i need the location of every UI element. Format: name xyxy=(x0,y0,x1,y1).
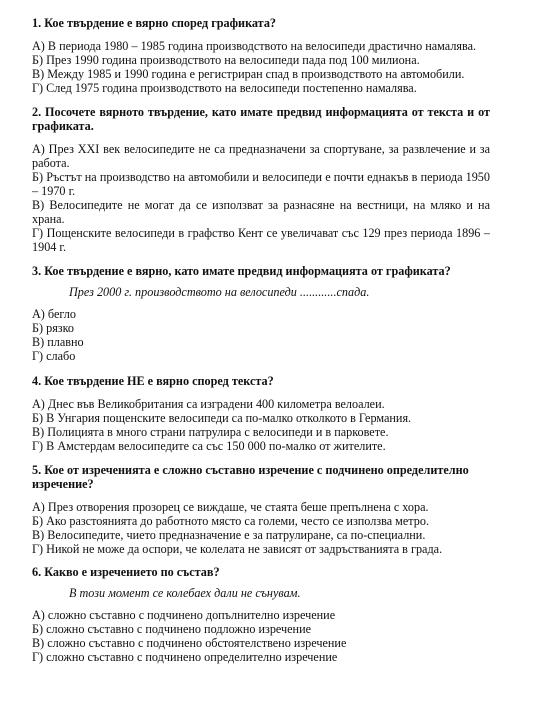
question-3 xyxy=(32,264,490,363)
answer-option-b[interactable]: Б) В Унгария пощенските велосипеди са по-малко отколкото в Германия. xyxy=(32,411,412,425)
question-2 xyxy=(32,105,490,254)
answer-options xyxy=(32,500,490,556)
answer-option-v[interactable]: В) плавно xyxy=(32,335,84,349)
question-title: 2. Посочете вярното твърдение, като имате предвид информацията от текста и от графиката. xyxy=(32,105,490,133)
answer-option-g[interactable]: Г) Пощенските велосипеди в графство Кент се увеличават със 129 през периода 1896 – 1904 г. xyxy=(32,226,490,254)
answer-option-b[interactable]: Б) През 1990 година производството на велосипеди пада под 100 милиона. xyxy=(32,53,420,67)
question-5 xyxy=(32,463,490,556)
question-title: 5. Кое от изреченията е сложно съставно изречение с подчинено определително изречение? xyxy=(32,463,469,491)
answer-options xyxy=(32,142,490,254)
answer-option-v[interactable]: В) Полицията в много страни патрулира с велосипеди и в парковете. xyxy=(32,425,389,439)
question-prompt: През 2000 г. производството на велосипеди ............спада. xyxy=(69,285,370,299)
answer-option-v[interactable]: В) Между 1985 и 1990 година е регистриран спад в производството на автомобили. xyxy=(32,67,465,81)
answer-option-v[interactable]: В) Велосипедите, чието предназначение е за патрулиране, са по-специални. xyxy=(32,528,426,542)
answer-options xyxy=(32,307,490,363)
answer-option-a[interactable]: А) сложно съставно с подчинено допълнително изречение xyxy=(32,608,336,622)
answer-option-b[interactable]: Б) Ако разстоянията до работното място са големи, често се използва метро. xyxy=(32,514,429,528)
answer-option-a[interactable]: А) Днес във Великобритания са изградени 400 километра велоалеи. xyxy=(32,397,385,411)
answer-options xyxy=(32,39,490,95)
answer-option-g[interactable]: Г) Никой не може да оспори, че колелата не зависят от задръстванията в града. xyxy=(32,542,443,556)
question-1 xyxy=(32,16,490,95)
answer-option-v[interactable]: В) Велосипедите не могат да се използват за разнасяне на вестници, на мляко и на храна. xyxy=(32,198,490,226)
answer-option-g[interactable]: Г) слабо xyxy=(32,349,76,363)
answer-option-b[interactable]: Б) сложно съставно с подчинено подложно изречение xyxy=(32,622,312,636)
answer-option-g[interactable]: Г) В Амстердам велосипедите са със 150 000 по-малко от жителите. xyxy=(32,439,386,453)
question-prompt: В този момент се колебаех дали не сънувам. xyxy=(69,586,301,600)
answer-options xyxy=(32,397,490,453)
answer-option-g[interactable]: Г) След 1975 година производството на велосипеди постепенно намалява. xyxy=(32,81,417,95)
question-title: 6. Какво е изречението по състав? xyxy=(32,565,220,579)
answer-option-b[interactable]: Б) Ръстът на производство на автомобили и велосипеди е почти еднакъв в периода 1950 – 1970 г. xyxy=(32,170,490,198)
answer-option-a[interactable]: А) През отворения прозорец се виждаше, че стаята беше препълнена с хора. xyxy=(32,500,429,514)
answer-option-a[interactable]: А) бегло xyxy=(32,307,76,321)
question-6 xyxy=(32,565,490,664)
question-4 xyxy=(32,374,490,453)
answer-option-g[interactable]: Г) сложно съставно с подчинено определително изречение xyxy=(32,650,338,664)
test-page xyxy=(32,16,490,664)
answer-option-a[interactable]: А) В периода 1980 – 1985 година производството на велосипеди драстично намалява. xyxy=(32,39,477,53)
answer-option-a[interactable]: А) През XXI век велосипедите не са предназначени за спортуване, за развлечение и за работа. xyxy=(32,142,490,170)
question-title: 1. Кое твърдение е вярно според графиката? xyxy=(32,16,277,30)
answer-option-v[interactable]: В) сложно съставно с подчинено обстоятелствено изречение xyxy=(32,636,347,650)
answer-option-b[interactable]: Б) рязко xyxy=(32,321,75,335)
question-title: 3. Кое твърдение е вярно, като имате предвид информацията от графиката? xyxy=(32,264,451,278)
answer-options xyxy=(32,608,490,664)
question-title: 4. Кое твърдение НЕ е вярно според текста? xyxy=(32,374,274,388)
